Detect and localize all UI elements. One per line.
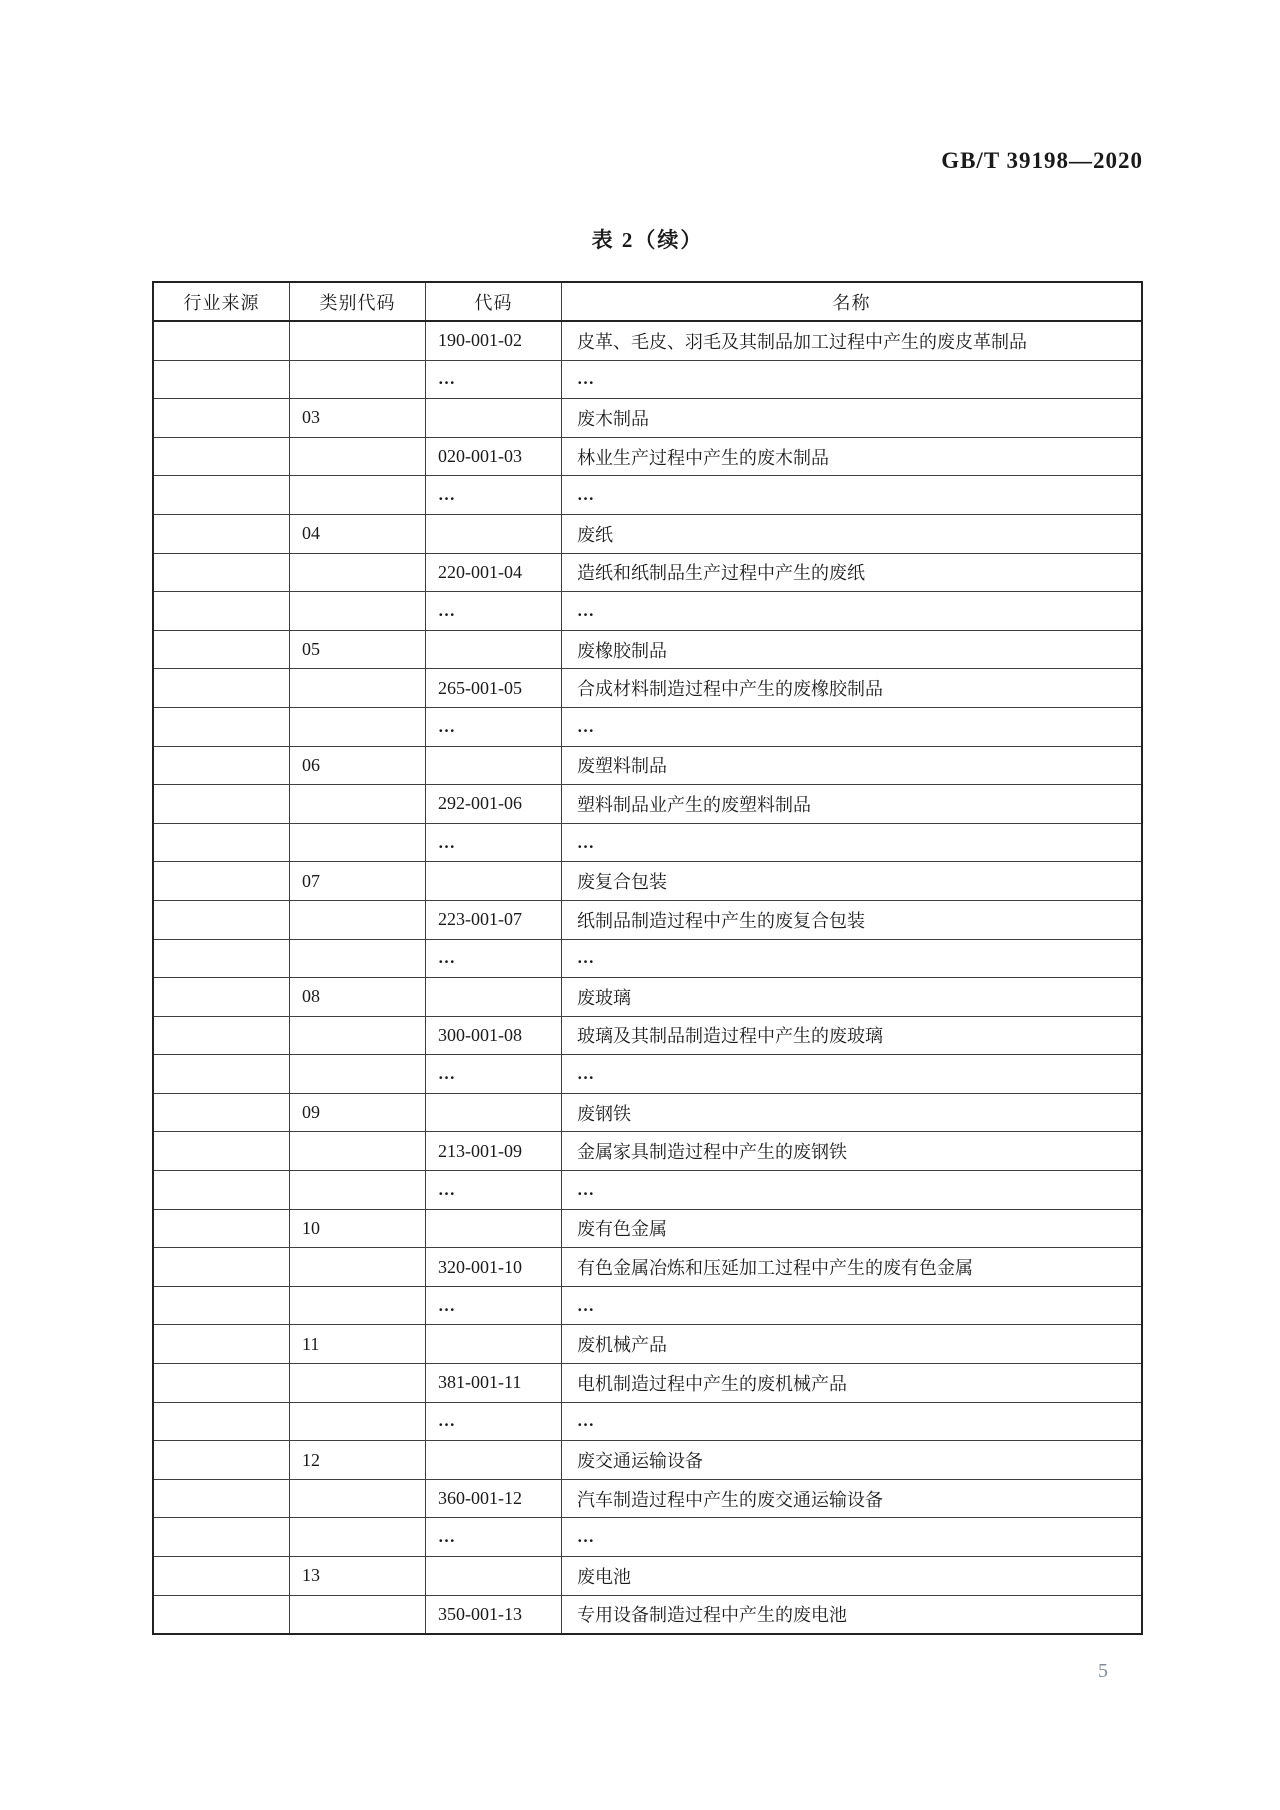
cell-industry-source <box>154 1017 290 1055</box>
cell-category-code <box>290 1248 426 1286</box>
cell-code: … <box>426 476 562 514</box>
cell-industry-source <box>154 669 290 707</box>
cell-name: … <box>577 1295 595 1315</box>
cell-industry-source <box>154 747 290 785</box>
cell-name: 玻璃及其制品制造过程中产生的废玻璃 <box>577 1026 883 1047</box>
cell-code: … <box>426 940 562 978</box>
cell-code: 381-001-11 <box>426 1364 562 1402</box>
cell-code: 320-001-10 <box>426 1248 562 1286</box>
cell-category-code: 07 <box>290 862 426 900</box>
table-row <box>154 708 1141 747</box>
header-category-code: 类别代码 <box>290 283 426 320</box>
cell-name: 汽车制造过程中产生的废交通运输设备 <box>577 1489 883 1510</box>
cell-industry-source <box>154 1094 290 1132</box>
table-row <box>154 1518 1141 1557</box>
table-row <box>154 1557 1141 1596</box>
table-row <box>154 631 1141 670</box>
cell-industry-source <box>154 862 290 900</box>
table-row <box>154 515 1141 554</box>
cell-name: 造纸和纸制品生产过程中产生的废纸 <box>577 563 865 584</box>
cell-industry-source <box>154 1171 290 1209</box>
cell-name: 纸制品制造过程中产生的废复合包装 <box>577 910 865 931</box>
cell-code: 350-001-13 <box>426 1596 562 1634</box>
table-row <box>154 361 1141 400</box>
cell-industry-source <box>154 554 290 592</box>
table-row <box>154 554 1141 593</box>
cell-name: … <box>577 1179 595 1199</box>
cell-industry-source <box>154 1596 290 1634</box>
cell-industry-source <box>154 1518 290 1556</box>
cell-name: … <box>577 485 595 505</box>
cell-category-code: 08 <box>290 978 426 1016</box>
table-row <box>154 747 1141 786</box>
cell-industry-source <box>154 824 290 862</box>
cell-industry-source <box>154 515 290 553</box>
cell-industry-source <box>154 1055 290 1093</box>
cell-industry-source <box>154 1403 290 1441</box>
cell-category-code <box>290 361 426 399</box>
cell-name: 废电池 <box>577 1566 631 1587</box>
cell-industry-source <box>154 631 290 669</box>
cell-category-code: 04 <box>290 515 426 553</box>
cell-industry-source <box>154 1364 290 1402</box>
cell-name: 塑料制品业产生的废塑料制品 <box>577 794 811 815</box>
table-row <box>154 862 1141 901</box>
cell-name: 废塑料制品 <box>577 756 667 777</box>
cell-code: 213-001-09 <box>426 1132 562 1170</box>
cell-code <box>426 515 562 553</box>
cell-code: … <box>426 1518 562 1556</box>
cell-category-code <box>290 1287 426 1325</box>
table-row <box>154 669 1141 708</box>
cell-category-code <box>290 476 426 514</box>
cell-code: … <box>426 592 562 630</box>
table-row <box>154 1094 1141 1133</box>
cell-code <box>426 399 562 437</box>
table-row <box>154 978 1141 1017</box>
cell-code: 223-001-07 <box>426 901 562 939</box>
standard-number: GB/T 39198—2020 <box>941 148 1143 173</box>
cell-name: 合成材料制造过程中产生的废橡胶制品 <box>577 679 883 700</box>
cell-category-code <box>290 940 426 978</box>
cell-industry-source <box>154 399 290 437</box>
cell-category-code <box>290 785 426 823</box>
cell-industry-source <box>154 940 290 978</box>
header-name: 名称 <box>832 292 871 313</box>
cell-industry-source <box>154 1480 290 1518</box>
cell-category-code <box>290 322 426 360</box>
table-row <box>154 1055 1141 1094</box>
cell-category-code: 03 <box>290 399 426 437</box>
cell-name: 废钢铁 <box>577 1103 631 1124</box>
cell-name: … <box>577 716 595 736</box>
cell-name: … <box>577 600 595 620</box>
table-title: 表 2（续） <box>591 228 704 252</box>
table-row <box>154 1287 1141 1326</box>
table-row <box>154 824 1141 863</box>
cell-name: 专用设备制造过程中产生的废电池 <box>577 1605 847 1626</box>
cell-category-code <box>290 901 426 939</box>
cell-code <box>426 1210 562 1248</box>
cell-industry-source <box>154 978 290 1016</box>
cell-name: 废橡胶制品 <box>577 640 667 661</box>
table-row <box>154 399 1141 438</box>
cell-category-code: 13 <box>290 1557 426 1595</box>
cell-category-code <box>290 1480 426 1518</box>
cell-category-code <box>290 592 426 630</box>
table-row <box>154 1596 1141 1634</box>
page-number: 5 <box>1098 1660 1108 1682</box>
table-row <box>154 1210 1141 1249</box>
cell-category-code <box>290 1403 426 1441</box>
cell-category-code <box>290 824 426 862</box>
table-row <box>154 1480 1141 1519</box>
cell-industry-source <box>154 901 290 939</box>
table-row <box>154 1017 1141 1056</box>
cell-industry-source <box>154 592 290 630</box>
cell-code: 020-001-03 <box>426 438 562 476</box>
cell-code <box>426 1325 562 1363</box>
cell-code: 360-001-12 <box>426 1480 562 1518</box>
data-table <box>152 281 1143 1635</box>
cell-category-code <box>290 554 426 592</box>
table-row <box>154 322 1141 361</box>
cell-category-code: 12 <box>290 1441 426 1479</box>
cell-category-code <box>290 1596 426 1634</box>
cell-name: 废纸 <box>577 524 613 545</box>
cell-code <box>426 978 562 1016</box>
cell-industry-source <box>154 1210 290 1248</box>
cell-code <box>426 1094 562 1132</box>
cell-category-code <box>290 708 426 746</box>
cell-code: 220-001-04 <box>426 554 562 592</box>
cell-category-code <box>290 1364 426 1402</box>
table-body <box>154 322 1141 1633</box>
header-code: 代码 <box>426 283 562 320</box>
cell-category-code: 10 <box>290 1210 426 1248</box>
table-row <box>154 1364 1141 1403</box>
cell-code: … <box>426 1287 562 1325</box>
cell-category-code: 09 <box>290 1094 426 1132</box>
cell-code: 300-001-08 <box>426 1017 562 1055</box>
cell-category-code: 06 <box>290 747 426 785</box>
cell-name: 废有色金属 <box>577 1219 667 1240</box>
cell-industry-source <box>154 476 290 514</box>
cell-industry-source <box>154 1325 290 1363</box>
cell-name: … <box>577 1527 595 1547</box>
table-row <box>154 1403 1141 1442</box>
cell-category-code <box>290 1017 426 1055</box>
table-row <box>154 1132 1141 1171</box>
cell-category-code: 05 <box>290 631 426 669</box>
table-row <box>154 1248 1141 1287</box>
cell-name: 电机制造过程中产生的废机械产品 <box>577 1373 847 1394</box>
cell-name: … <box>577 1064 595 1084</box>
table-row <box>154 901 1141 940</box>
cell-name: 废复合包装 <box>577 872 667 893</box>
cell-industry-source <box>154 1557 290 1595</box>
cell-code: … <box>426 708 562 746</box>
cell-name: 废玻璃 <box>577 987 631 1008</box>
table-row <box>154 476 1141 515</box>
cell-code <box>426 631 562 669</box>
cell-name: … <box>577 1411 595 1431</box>
cell-category-code <box>290 1055 426 1093</box>
cell-name: 皮革、毛皮、羽毛及其制品加工过程中产生的废皮革制品 <box>577 331 1027 352</box>
cell-code <box>426 747 562 785</box>
cell-code: … <box>426 361 562 399</box>
cell-name: 废机械产品 <box>577 1335 667 1356</box>
cell-category-code <box>290 669 426 707</box>
table-row <box>154 1325 1141 1364</box>
cell-code: 292-001-06 <box>426 785 562 823</box>
table-row <box>154 592 1141 631</box>
table-row <box>154 1441 1141 1480</box>
cell-name: 废交通运输设备 <box>577 1451 703 1472</box>
cell-name: … <box>577 948 595 968</box>
cell-category-code <box>290 438 426 476</box>
cell-code: … <box>426 1171 562 1209</box>
cell-code <box>426 1441 562 1479</box>
cell-code: … <box>426 824 562 862</box>
cell-code: 190-001-02 <box>426 322 562 360</box>
cell-category-code <box>290 1171 426 1209</box>
cell-code <box>426 862 562 900</box>
table-row <box>154 1171 1141 1210</box>
table-row <box>154 940 1141 979</box>
cell-code <box>426 1557 562 1595</box>
cell-industry-source <box>154 785 290 823</box>
cell-industry-source <box>154 1248 290 1286</box>
table-row <box>154 438 1141 477</box>
cell-industry-source <box>154 708 290 746</box>
cell-category-code: 11 <box>290 1325 426 1363</box>
cell-name: 有色金属冶炼和压延加工过程中产生的废有色金属 <box>577 1258 973 1279</box>
table-row <box>154 785 1141 824</box>
cell-category-code <box>290 1518 426 1556</box>
cell-name: 林业生产过程中产生的废木制品 <box>577 447 829 468</box>
header-industry-source: 行业来源 <box>154 283 290 320</box>
cell-code: … <box>426 1055 562 1093</box>
cell-industry-source <box>154 1441 290 1479</box>
cell-industry-source <box>154 1287 290 1325</box>
cell-industry-source <box>154 438 290 476</box>
cell-name: 金属家具制造过程中产生的废钢铁 <box>577 1142 847 1163</box>
cell-industry-source <box>154 1132 290 1170</box>
cell-name: … <box>577 832 595 852</box>
cell-code: 265-001-05 <box>426 669 562 707</box>
cell-industry-source <box>154 361 290 399</box>
cell-name: 废木制品 <box>577 408 649 429</box>
cell-name: … <box>577 369 595 389</box>
cell-industry-source <box>154 322 290 360</box>
cell-category-code <box>290 1132 426 1170</box>
cell-code: … <box>426 1403 562 1441</box>
table-header-row <box>154 283 1141 322</box>
